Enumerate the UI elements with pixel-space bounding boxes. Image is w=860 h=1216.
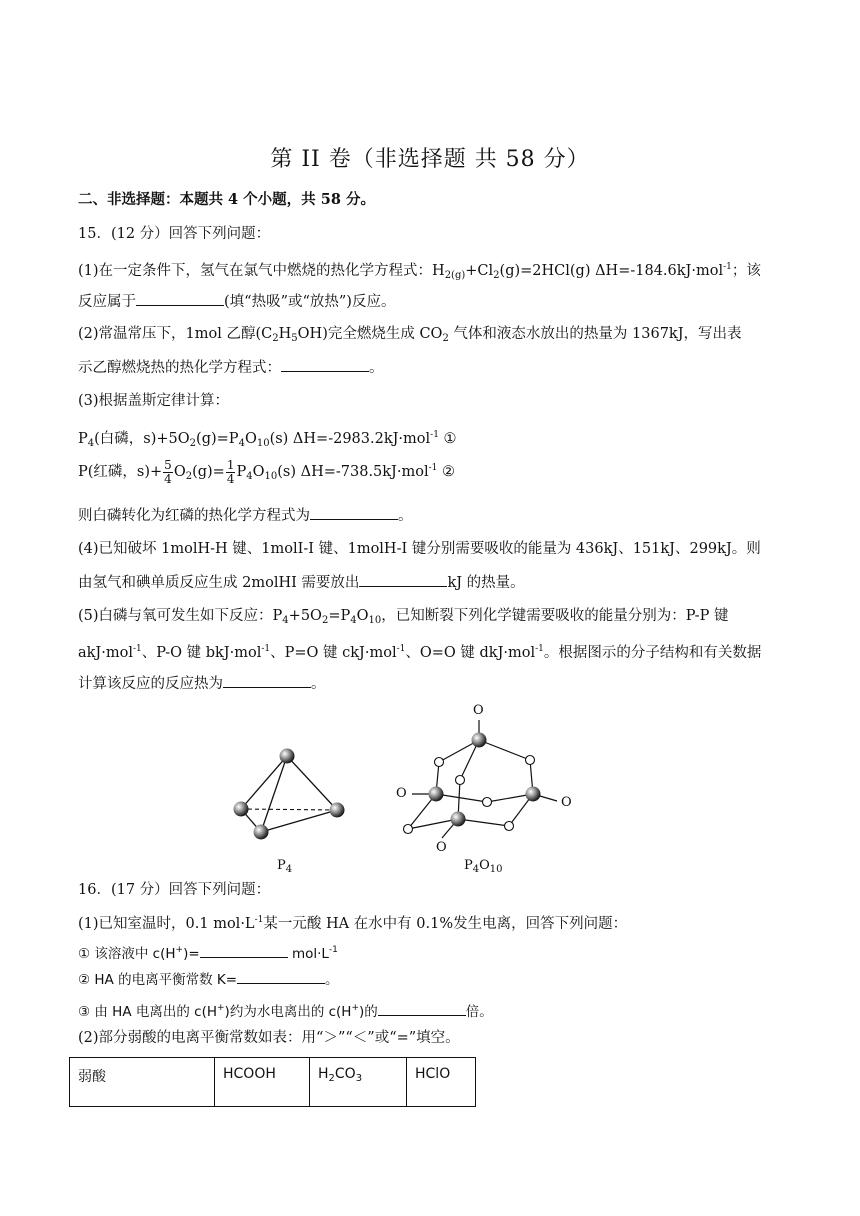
q15-header: 15．(12 分）回答下列问题： <box>78 226 271 242</box>
q15-part2-line2: 示乙醇燃烧热的热化学方程式： 。 <box>78 357 384 378</box>
table-header-cell: HClO <box>407 1058 476 1107</box>
oxygen-atom <box>483 798 492 807</box>
phosphorus-atom <box>526 787 541 802</box>
q16-part1: (1)已知室温时，0.1 $mol\cdot L^{-1}$某一元酸 HA 在水中有 0.1%发生电离，回答下列问题： <box>78 915 628 932</box>
oxygen-label: O <box>473 703 484 718</box>
answer-blank[interactable] <box>310 505 398 520</box>
table-header-cell: 弱酸 <box>70 1058 215 1107</box>
weak-acid-table <box>69 1057 476 1107</box>
table-row <box>70 1058 476 1107</box>
phosphorus-atom <box>330 803 345 818</box>
q15-part1-line2: 反应属于 (填“热吸”或“放热”)反应。 <box>78 291 395 312</box>
equation-2: P(红磷，s)+ $\frac{5}{4}$ $O_2(g)=$ $\frac{1}{4}$ $P_4O_{10}(s)$ ΔH=-738.5kJ·mol$^{-1}$ ② <box>78 457 455 486</box>
phosphorus-atom <box>472 733 487 748</box>
answer-blank[interactable] <box>378 1001 466 1016</box>
table-header-cell: HCOOH <box>215 1058 310 1107</box>
q15-part2-line1: (2)常温常压下，1mol 乙醇$(C_2H_5OH)$完全燃烧生成 $CO_2$ 气体和液态水放出的热量为 1367kJ，写出表 <box>78 326 742 344</box>
q15-part5-line2: akJ·mol$^{-1}$、P-O 键 bkJ·mol$^{-1}$、P=O 键 ckJ·mol$^{-1}$、O=O 键 dkJ·mol$^{-1}$。根据图示的分子结构和有关数据 <box>78 644 762 661</box>
answer-blank[interactable] <box>200 943 288 958</box>
phosphorus-atom <box>451 812 466 827</box>
page-title: 第 II 卷（非选择题 共 58 分） <box>270 147 590 172</box>
phosphorus-atom <box>280 749 295 764</box>
q16-item1: ① 该溶液中 $c(H^+)= mol\cdot L^{-1}$ <box>78 945 338 962</box>
equation-1: $P_4$(白磷，$s)+5O_2(g)=P_4O_{10}(s)$ ΔH=-2983.2kJ·mol$^{-1}$ ① <box>78 430 457 449</box>
phosphorus-atom <box>234 802 249 817</box>
p4-molecule <box>234 749 345 840</box>
oxygen-atom <box>435 758 444 767</box>
answer-blank[interactable] <box>359 572 447 587</box>
fraction: $\frac{1}{4}$ <box>226 457 235 486</box>
answer-blank[interactable] <box>237 969 325 984</box>
q16-part2: (2)部分弱酸的电离平衡常数如表：用“＞”“＜”或“=”填空。 <box>78 1030 460 1046</box>
phosphorus-atom <box>429 787 444 802</box>
fraction: $\frac{5}{4}$ <box>164 457 172 486</box>
q15-part3-intro: (3)根据盖斯定律计算： <box>78 393 230 409</box>
oxygen-label: O <box>436 840 447 855</box>
p4-label: $P_4$ <box>277 858 293 875</box>
phosphorus-atom <box>254 825 269 840</box>
answer-blank[interactable] <box>136 291 224 306</box>
q16-item3: ③ 由 HA 电离出的 c(H+)约为水电离出的 c(H+)的 倍。 <box>78 1003 493 1020</box>
section-heading: 二、非选择题：本题共 4 个小题，共 58 分。 <box>78 191 375 208</box>
p4o10-molecule <box>404 720 558 838</box>
q15-part4-line1: (4)已知破坏 1molH-H 键、1molI-I 键、1molH-I 键分别需要吸收的能量为 436kJ、151kJ、299kJ。则 <box>78 541 761 557</box>
q15-part3-question: 则白磷转化为红磷的热化学方程式为 。 <box>78 505 413 526</box>
q15-part5-line3: 计算该反应的反应热为 。 <box>78 673 326 694</box>
answer-blank[interactable] <box>281 357 369 372</box>
q16-item2: ② HA 的电离平衡常数 K= 。 <box>78 969 339 990</box>
answer-blank[interactable] <box>223 673 311 688</box>
p4o10-label: $P_4O_{10}$ <box>464 858 503 875</box>
q15-part5-line1: (5)白磷与氧可发生如下反应：$P_4+5O_2=P_4O_{10}$，已知断裂下列化学键需要吸收的能量分别为：P-P 键 <box>78 608 729 626</box>
q16-header: 16．(17 分）回答下列问题： <box>78 882 271 898</box>
table-header-cell: $H_2CO_3$ <box>310 1058 407 1107</box>
q15-part4-line2: 由氢气和碘单质反应生成 2molHI 需要放出 kJ 的热量。 <box>78 572 525 593</box>
oxygen-label: O <box>396 786 407 801</box>
oxygen-atom <box>505 822 514 831</box>
q15-part1-line1: (1)在一定条件下，氢气在氯气中燃烧的热化学方程式：$H_{2(g)}+Cl_2(g)=2HCl(g)$ ΔH=-184.6kJ·mol$^{-1}$；该 <box>78 262 761 281</box>
oxygen-atom <box>526 756 535 765</box>
oxygen-atom <box>404 825 413 834</box>
oxygen-label: O <box>561 795 572 810</box>
oxygen-atom <box>456 776 465 785</box>
